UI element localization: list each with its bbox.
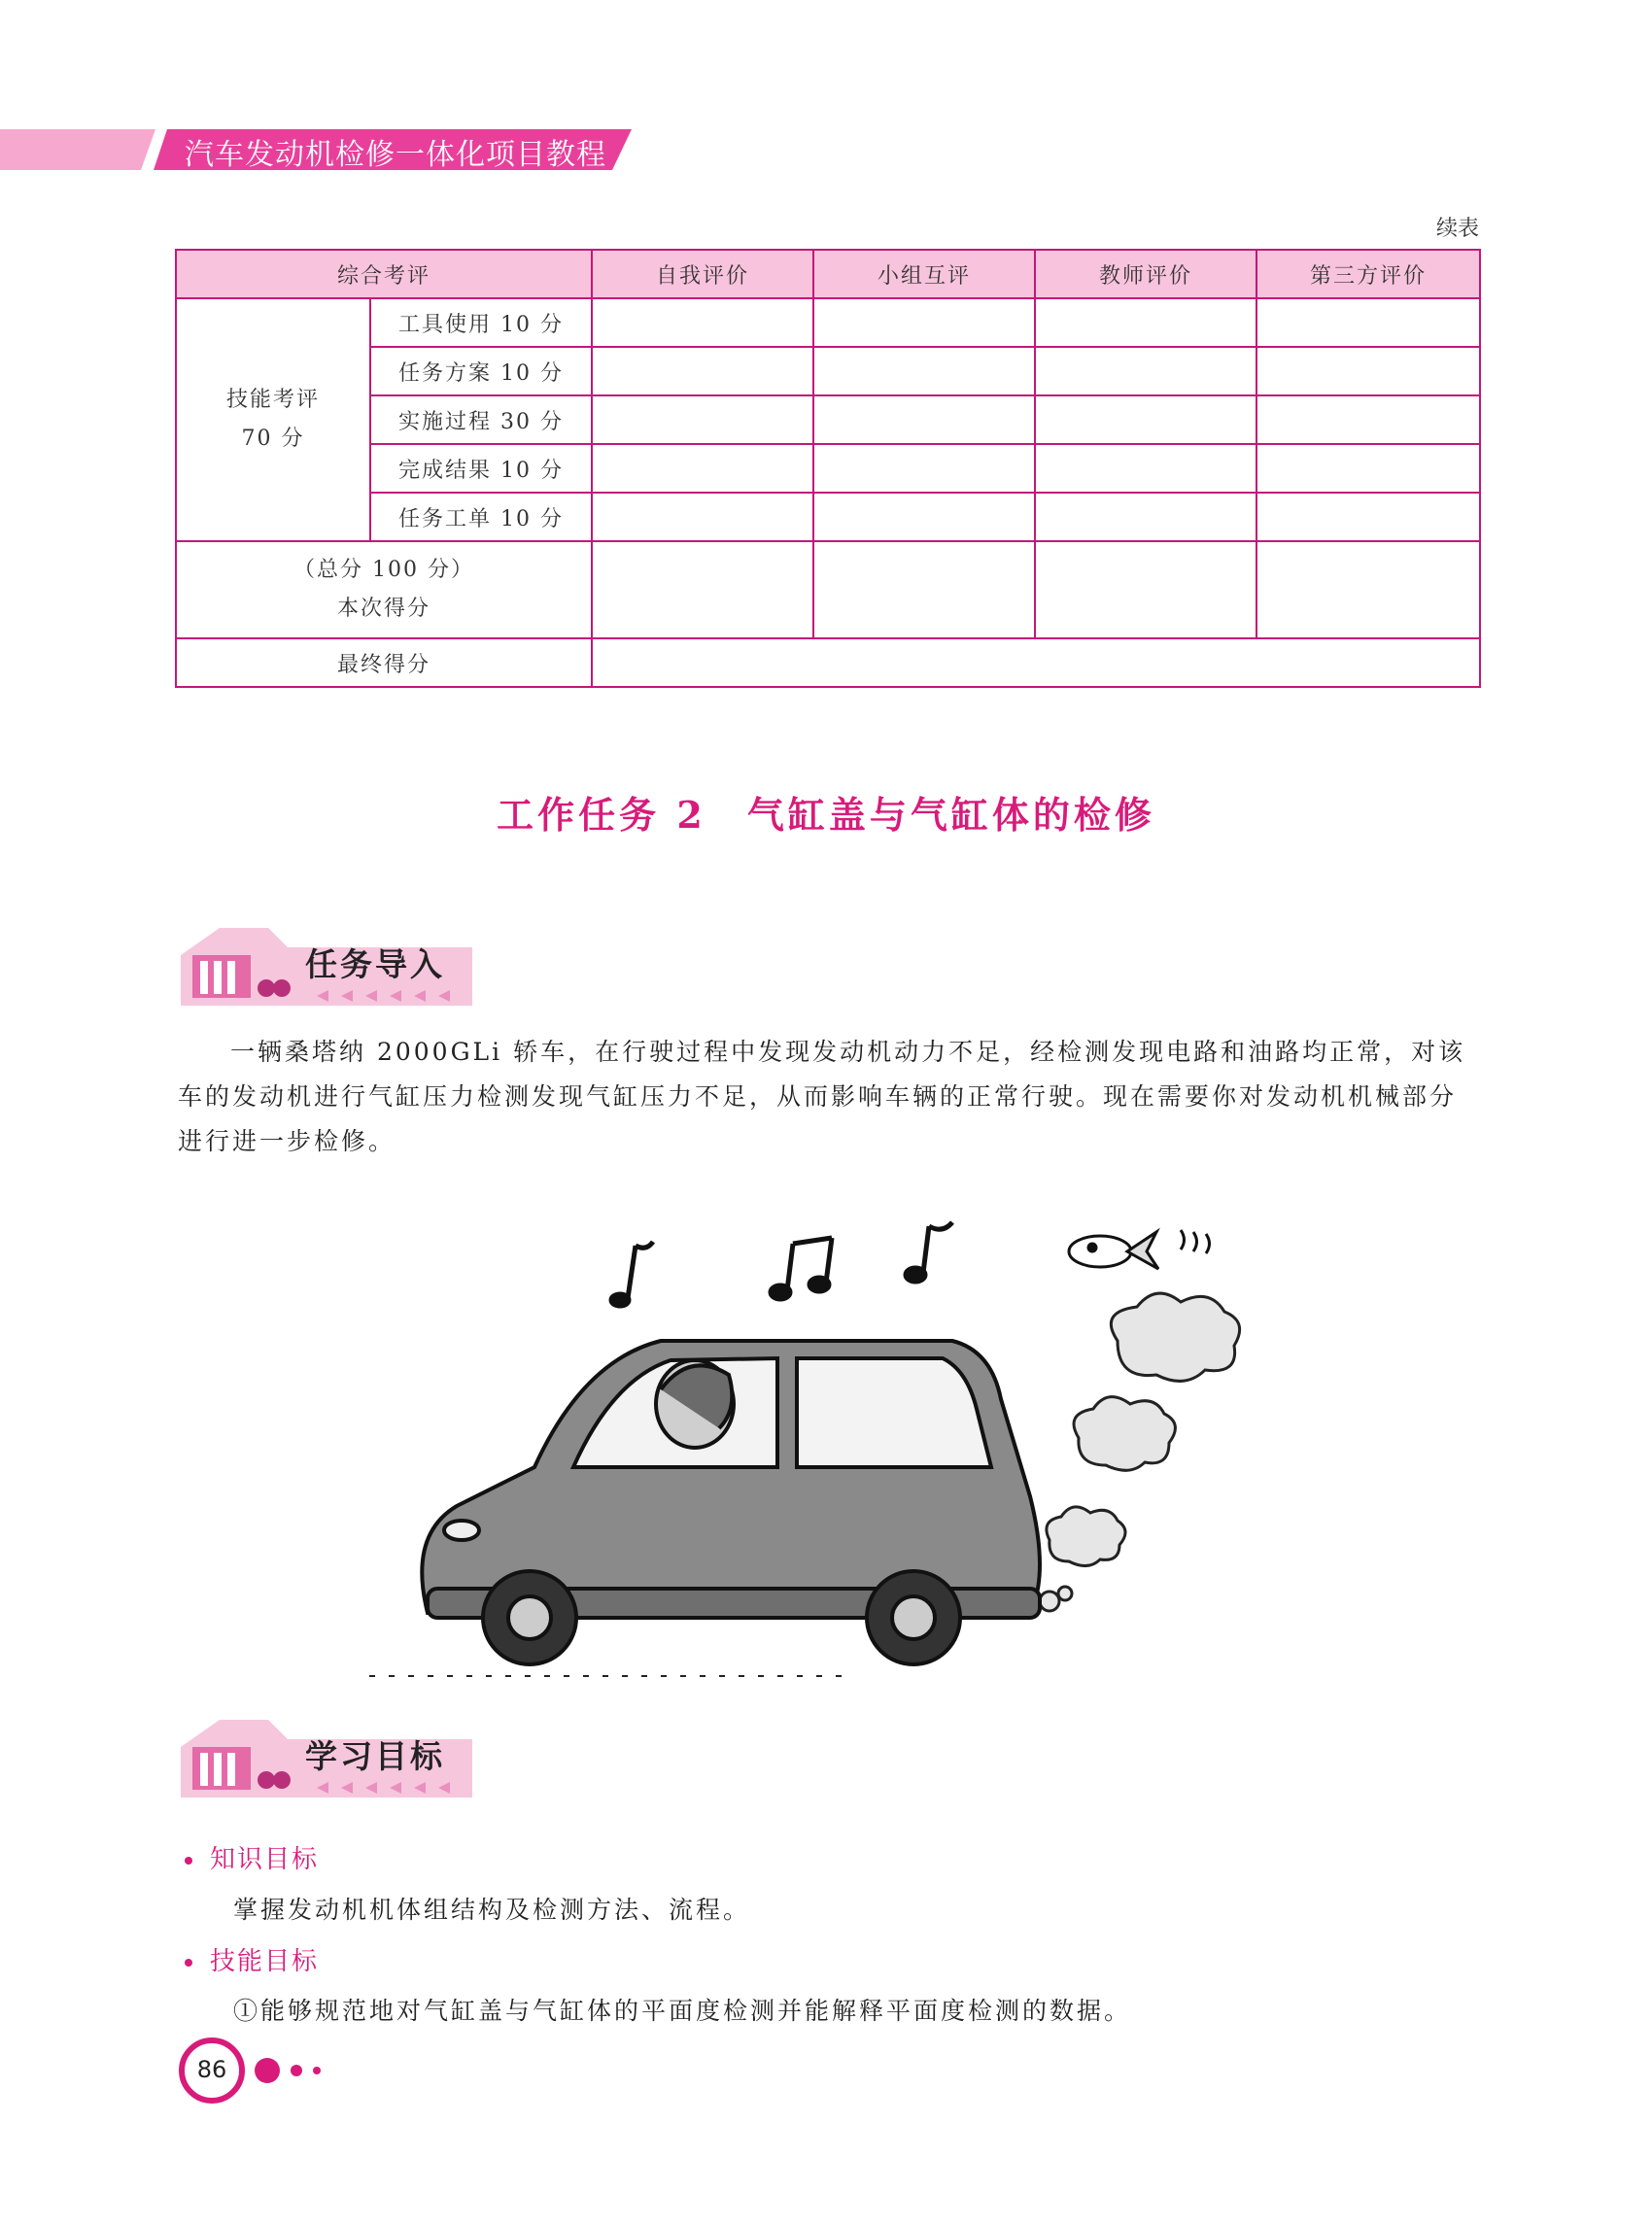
skill-item: 任务方案 10 分 xyxy=(370,347,592,395)
section-heading: 学习目标 xyxy=(305,1737,445,1775)
table-row xyxy=(176,347,1480,395)
music-note-icon xyxy=(611,1222,952,1306)
score-cell[interactable] xyxy=(592,444,813,493)
table-row xyxy=(176,444,1480,493)
column-header: 教师评价 xyxy=(1035,250,1256,298)
skill-group-points: 70 分 xyxy=(241,427,305,451)
score-cell[interactable] xyxy=(1035,493,1256,541)
score-cell[interactable] xyxy=(1256,347,1480,395)
score-cell[interactable] xyxy=(1256,444,1480,493)
intro-text: 一辆桑塔纳 2000GLi 轿车，在行驶过程中发现发动机动力不足，经检测发现电路和油路均正常，对该车的发动机进行气缸压力检测发现气缸压力不足，从而影响车辆的正常行驶。现在需要你对发动机机械部分进行进一步检修。 xyxy=(178,1038,1466,1155)
table-header-row xyxy=(176,250,1480,298)
section-badge-intro xyxy=(181,928,472,1006)
score-cell[interactable] xyxy=(592,347,813,395)
score-cell[interactable] xyxy=(1035,541,1256,638)
total-row xyxy=(176,541,1480,638)
total-line2: 本次得分 xyxy=(337,597,431,621)
book-title: 汽车发动机检修一体化项目教程 xyxy=(185,138,606,172)
total-line1: （总分 100 分） xyxy=(293,558,474,582)
score-cell[interactable] xyxy=(592,493,813,541)
knowledge-goal-heading xyxy=(185,1839,319,1875)
score-cell[interactable] xyxy=(1035,298,1256,347)
bullet-icon xyxy=(185,1857,192,1865)
score-cell[interactable] xyxy=(1256,541,1480,638)
score-cell[interactable] xyxy=(1256,395,1480,444)
final-score-cell[interactable] xyxy=(592,638,1480,687)
score-cell[interactable] xyxy=(813,493,1035,541)
score-cell[interactable] xyxy=(1035,395,1256,444)
knowledge-goal-label: 知识目标 xyxy=(210,1845,320,1874)
score-cell[interactable] xyxy=(813,395,1035,444)
knowledge-goal-text: 掌握发动机机体组结构及检测方法、流程。 xyxy=(233,1896,751,1924)
score-cell[interactable] xyxy=(1256,298,1480,347)
table-row xyxy=(176,298,1480,347)
score-cell[interactable] xyxy=(813,541,1035,638)
score-cell[interactable] xyxy=(592,298,813,347)
final-row xyxy=(176,638,1480,687)
score-cell[interactable] xyxy=(813,444,1035,493)
task-title: 工作任务 2 气缸盖与气缸体的检修 xyxy=(497,793,1155,837)
score-cell[interactable] xyxy=(592,395,813,444)
skill-goal-heading xyxy=(185,1941,319,1977)
column-header: 综合考评 xyxy=(176,250,592,298)
section-heading: 任务导入 xyxy=(305,945,445,983)
score-cell[interactable] xyxy=(1256,493,1480,541)
column-header: 小组互评 xyxy=(813,250,1035,298)
skill-item: 工具使用 10 分 xyxy=(370,298,592,347)
bullet-icon xyxy=(185,1959,192,1967)
score-cell[interactable] xyxy=(592,541,813,638)
bird-icon xyxy=(1069,1230,1210,1269)
skill-group-label: 技能考评 xyxy=(225,388,320,412)
skill-goal-text: ①能够规范地对气缸盖与气缸体的平面度检测并能解释平面度检测的数据。 xyxy=(233,1997,1132,2025)
total-label-cell xyxy=(176,541,592,638)
score-cell[interactable] xyxy=(813,298,1035,347)
skill-goal-label: 技能目标 xyxy=(210,1947,320,1976)
table-row xyxy=(176,395,1480,444)
page-number: 86 xyxy=(196,2056,227,2083)
column-header: 第三方评价 xyxy=(1256,250,1480,298)
page-dots-icon xyxy=(251,2054,328,2087)
exhaust-cloud-icon xyxy=(1040,1293,1240,1611)
evaluation-table xyxy=(175,249,1481,688)
continued-label: 续表 xyxy=(1435,217,1479,241)
table-row xyxy=(176,493,1480,541)
car-illustration xyxy=(369,1205,1283,1681)
skill-item: 实施过程 30 分 xyxy=(370,395,592,444)
score-cell[interactable] xyxy=(1035,444,1256,493)
section-badge-goals xyxy=(181,1720,472,1798)
skill-item: 任务工单 10 分 xyxy=(370,493,592,541)
score-cell[interactable] xyxy=(813,347,1035,395)
column-header: 自我评价 xyxy=(592,250,813,298)
final-label: 最终得分 xyxy=(176,638,592,687)
skill-item: 完成结果 10 分 xyxy=(370,444,592,493)
car-body xyxy=(422,1341,1040,1664)
score-cell[interactable] xyxy=(1035,347,1256,395)
skill-group-cell xyxy=(176,298,370,541)
intro-paragraph xyxy=(178,1030,1480,1164)
